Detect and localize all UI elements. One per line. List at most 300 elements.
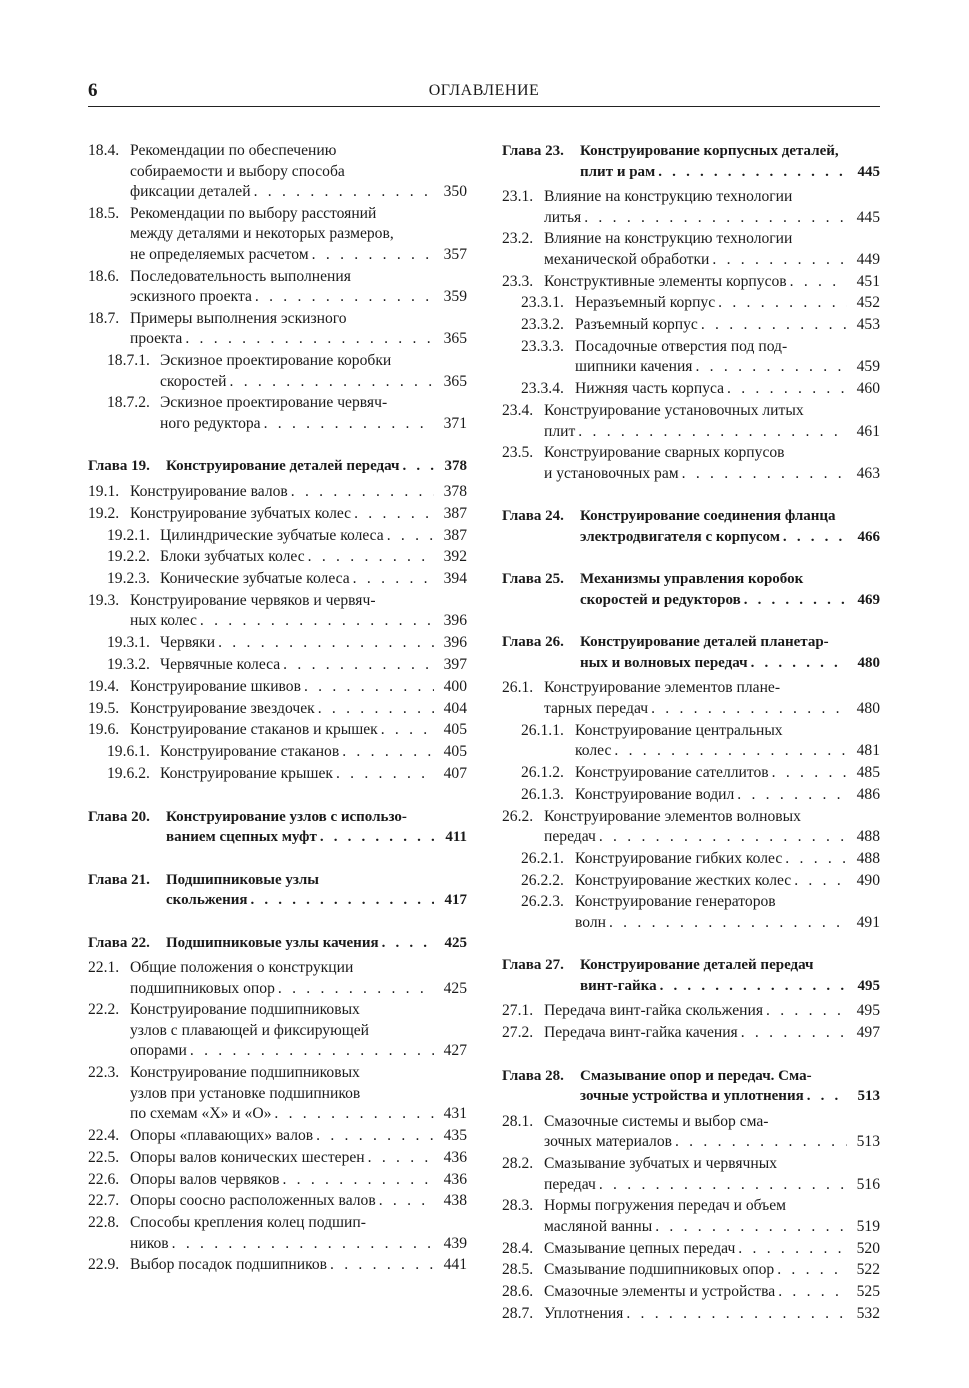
toc-page-number: 453 [856,316,880,334]
toc-entry[interactable] [502,187,880,228]
toc-number: 28.5. [502,1261,534,1279]
toc-entry[interactable] [88,655,467,676]
toc-title: Смазывание подшипниковых опор [544,1261,775,1279]
toc-title: Конструирование деталей передач [580,957,814,974]
toc-page-number: 378 [443,482,467,500]
toc-entry[interactable] [88,764,467,785]
toc-title: Смазочные элементы и устройства [544,1283,776,1301]
toc-title: проекта [130,330,183,348]
toc-entry[interactable] [502,892,880,933]
toc-number: 26.2.3. [521,893,564,911]
toc-entry[interactable] [88,633,467,654]
toc-page-number: 488 [856,849,880,867]
toc-title: волн [575,913,606,931]
toc-title: Влияние на конструкцию технологии [544,230,793,248]
toc-entry[interactable] [502,871,880,892]
toc-number: 22.1. [88,959,120,977]
toc-number: 26.1.3. [521,785,564,803]
toc-page-number: 435 [443,1126,467,1144]
toc-line [88,1191,467,1212]
dot-leader [660,976,847,997]
toc-title: ных колес [130,612,197,630]
toc-entry[interactable] [88,526,467,547]
toc-number: 26.2.2. [521,871,564,889]
toc-entry[interactable] [88,677,467,698]
toc-entry[interactable] [502,1196,880,1237]
toc-line [88,655,467,676]
toc-page-number: 404 [443,699,467,717]
toc-chapter[interactable] [502,569,880,610]
toc-line [502,443,880,464]
toc-title: шипники качения [575,358,693,376]
toc-number: 19.2.3. [107,570,150,588]
toc-line [502,590,880,611]
toc-title: Конструирование крышек [160,765,333,783]
toc-entry[interactable] [502,1023,880,1044]
toc-chapter[interactable] [88,807,467,848]
toc-number: Глава 20. [88,808,150,825]
toc-line [502,506,880,527]
toc-entry[interactable] [88,1170,467,1191]
toc-title: механической обработки [544,250,710,268]
toc-page-number: 425 [443,979,467,997]
toc-page-number: 392 [443,548,467,566]
toc-title: Уплотнения [544,1305,624,1323]
toc-title: Разъемный корпус [575,316,698,334]
dot-leader [584,208,847,229]
toc-number: Глава 25. [502,571,564,588]
toc-line [502,807,880,828]
toc-line [88,1234,467,1255]
toc-line [502,1132,880,1153]
toc-number: 27.2. [502,1024,534,1042]
toc-entry[interactable] [88,1255,467,1276]
toc-title: тарных передач [544,699,649,717]
toc-line [88,329,467,350]
toc-number: 22.2. [88,1001,120,1019]
toc-title: не определяемых расчетом [130,245,309,263]
toc-line [88,1041,467,1062]
toc-page-number: 397 [443,656,467,674]
toc-line [502,141,880,162]
toc-number: 26.2.1. [521,849,564,867]
toc-entry[interactable] [88,141,467,203]
toc-page-number: 407 [443,765,467,783]
toc-line [88,933,467,954]
toc-entry[interactable] [88,267,467,308]
toc-entry[interactable] [88,742,467,763]
toc-number: 23.3.2. [521,316,564,334]
toc-page-number: 394 [443,570,467,588]
toc-number: 23.3.4. [521,380,564,398]
toc-page-number: 495 [856,1002,880,1020]
toc-title: подшипниковых опор [130,979,275,997]
toc-title: Механизмы управления коробок [580,571,804,588]
toc-line [502,1196,880,1217]
toc-line [88,1213,467,1234]
toc-title: винт-гайка [580,977,657,994]
toc-line [502,632,880,653]
toc-page-number: 439 [443,1234,467,1252]
toc-page-number: 495 [857,977,880,994]
toc-number: 23.3. [502,272,534,290]
toc-page-number: 400 [443,677,467,695]
toc-title: Подшипниковые узлы [166,871,320,888]
toc-title: колес [575,742,612,760]
toc-entry[interactable] [88,1191,467,1212]
toc-entry[interactable] [502,678,880,719]
dot-leader [599,1175,847,1196]
toc-entry[interactable] [88,351,467,392]
toc-title: Конструирование элементов плане- [544,679,781,697]
dot-leader [682,464,847,485]
dot-leader [190,1041,434,1062]
toc-line [502,699,880,720]
page-header [88,80,880,106]
toc-page-number: 445 [857,163,880,180]
toc-page-number: 522 [856,1261,880,1279]
toc-number: 19.2. [88,504,120,522]
toc-title: Опоры валов конических шестерен [130,1148,365,1166]
toc-line [88,245,467,266]
toc-title: Опоры «плавающих» валов [130,1126,314,1144]
toc-line [88,764,467,785]
toc-number: 22.5. [88,1148,120,1166]
toc-right-column [502,141,880,1326]
toc-entry[interactable] [88,720,467,741]
toc-line [502,721,880,742]
toc-title: Конструирование звездочек [130,699,315,717]
toc-entry[interactable] [88,1213,467,1254]
toc-entry[interactable] [502,293,880,314]
toc-entry[interactable] [88,504,467,525]
toc-entry[interactable] [502,379,880,400]
toc-entry[interactable] [88,958,467,999]
toc-entry[interactable] [502,337,880,378]
toc-title: Опоры соосно расположенных валов [130,1192,376,1210]
dot-leader [254,182,434,203]
dot-leader [718,293,847,314]
toc-page-number: 449 [856,250,880,268]
toc-page-number: 411 [445,829,467,846]
toc-title: Примеры выполнения эскизного [130,309,347,327]
toc-entry[interactable] [502,1304,880,1325]
toc-title: Подшипниковые узлы качения [166,934,379,951]
toc-page-number: 469 [857,591,880,608]
toc-entry[interactable] [502,315,880,336]
toc-title: и установочных рам [544,464,679,482]
toc-line [502,464,880,485]
toc-title: Конструирование корпусных деталей, [580,143,839,159]
toc-line [502,422,880,443]
toc-number: 23.3.1. [521,294,564,312]
dot-leader [304,677,434,698]
dot-leader [291,482,434,503]
toc-title: ного редуктора [160,414,261,432]
toc-title: ных и волновых передач [580,654,748,671]
toc-title: Конструирование водил [575,785,735,803]
toc-title: Эскизное проектирование червяч- [160,394,388,412]
toc-title: Смазывание цепных передач [544,1239,736,1257]
toc-title: Конструирование центральных [575,721,783,739]
toc-page-number: 466 [857,528,880,545]
toc-number: Глава 26. [502,634,564,651]
dot-leader [655,1217,847,1238]
toc-page-number: 452 [856,294,880,312]
toc-chapter[interactable] [88,870,467,911]
toc-number: 28.7. [502,1305,534,1323]
toc-chapter[interactable] [502,141,880,182]
toc-number: 26.1.1. [521,721,564,739]
dot-leader [320,827,434,848]
toc-title: Нормы погружения передач и объем [544,1197,787,1215]
toc-line [88,1170,467,1191]
toc-entry[interactable] [502,272,880,293]
toc-line [88,720,467,741]
toc-entry[interactable] [502,443,880,484]
toc-page-number: 396 [443,612,467,630]
toc-title: между деталями и некоторых размеров, [130,225,394,243]
dot-leader [626,1304,847,1325]
toc-entry[interactable] [502,1239,880,1260]
dot-leader [783,527,847,548]
toc-title: масляной ванны [544,1217,653,1235]
toc-title: Цилиндрические зубчатые колеса [160,526,384,544]
toc-line [88,547,467,568]
dot-leader [675,1132,847,1153]
toc-entry[interactable] [88,1126,467,1147]
dot-leader [741,1023,847,1044]
toc-entry[interactable] [502,721,880,762]
toc-title: Рекомендации по выбору расстояний [130,204,377,222]
dot-leader [777,1260,847,1281]
toc-line [502,763,880,784]
toc-page-number: 520 [856,1239,880,1257]
toc-number: 28.2. [502,1155,534,1173]
toc-line [502,1239,880,1260]
toc-title: Конструктивные элементы корпусов [544,272,787,290]
toc-title: Конструирование стаканов [160,743,340,761]
toc-line [502,379,880,400]
toc-line [502,272,880,293]
toc-entry[interactable] [88,309,467,350]
toc-entry[interactable] [502,401,880,442]
dot-leader [778,1282,847,1303]
toc-entry[interactable] [502,1001,880,1022]
toc-entry[interactable] [88,699,467,720]
toc-title: по схемам «Х» и «О» [130,1105,272,1123]
dot-leader [651,699,847,720]
toc-entry[interactable] [502,229,880,270]
toc-line [502,1217,880,1238]
toc-title: Способы крепления колец подшип- [130,1214,366,1232]
toc-line [502,1282,880,1303]
toc-line [502,1066,880,1087]
toc-line [88,1021,467,1042]
toc-page-number: 532 [856,1305,880,1323]
toc-page-number: 497 [856,1024,880,1042]
toc-number: 19.5. [88,699,120,717]
dot-leader [738,1239,847,1260]
toc-chapter[interactable] [502,955,880,996]
dot-leader [251,890,435,911]
toc-title: Смазывание зубчатых и червячных [544,1155,778,1173]
dot-leader [382,933,434,954]
toc-chapter[interactable] [88,456,467,477]
toc-title: литья [544,208,582,226]
toc-line [88,699,467,720]
toc-entry[interactable] [502,1154,880,1195]
toc-entry[interactable] [88,1148,467,1169]
toc-title: Червячные колеса [160,656,281,674]
toc-number: 19.4. [88,677,120,695]
toc-entry[interactable] [502,1112,880,1153]
toc-title: Конструирование элементов волновых [544,807,801,825]
toc-entry[interactable] [88,569,467,590]
dot-leader [218,633,434,654]
toc-number: 22.7. [88,1192,120,1210]
toc-entry[interactable] [88,547,467,568]
toc-left-column [88,141,467,1277]
toc-entry[interactable] [88,482,467,503]
toc-line [502,208,880,229]
toc-title: Передача винт-гайка качения [544,1024,738,1042]
toc-line [502,527,880,548]
running-head: ОГЛАВЛЕНИЕ [428,82,540,99]
toc-line [88,456,467,477]
toc-title: скоростей [160,372,227,390]
toc-chapter[interactable] [502,506,880,547]
toc-page-number: 371 [443,414,467,432]
toc-number: Глава 27. [502,957,564,974]
toc-title: скольжения [166,892,248,909]
toc-title: узлов с плавающей и фиксирующей [130,1021,370,1039]
toc-number: 19.6. [88,721,120,739]
toc-page-number: 480 [857,654,880,671]
toc-number: 26.1. [502,679,534,697]
toc-page-number: 350 [443,183,467,200]
toc-page-number: 431 [443,1105,467,1123]
dot-leader [264,414,434,435]
dot-leader [336,764,434,785]
toc-line [88,870,467,891]
toc-page-number: 387 [443,504,467,522]
toc-title: скоростей и редукторов [580,591,741,608]
toc-line [502,315,880,336]
toc-page-number: 485 [856,763,880,781]
toc-line [502,1304,880,1325]
dot-leader [578,422,847,443]
dot-leader [727,379,847,400]
page-number: 6 [88,80,98,101]
toc-entry[interactable] [502,849,880,870]
toc-page-number: 525 [856,1283,880,1301]
toc-number: 28.4. [502,1239,534,1257]
toc-chapter[interactable] [88,933,467,954]
toc-line [88,267,467,288]
toc-page-number: 357 [443,245,467,263]
toc-title: Конструирование червяков и червяч- [130,591,376,609]
toc-number: 22.9. [88,1256,120,1274]
toc-title: Конструирование соединения фланца [580,508,836,525]
toc-entry[interactable] [88,591,467,632]
toc-line [88,979,467,1000]
header-rule [88,106,880,107]
toc-line [502,976,880,997]
toc-page-number: 519 [856,1217,880,1235]
toc-number: 22.4. [88,1126,120,1144]
toc-number: 26.2. [502,807,534,825]
toc-page-number: 513 [857,1088,880,1105]
toc-entry[interactable] [502,763,880,784]
toc-number: Глава 19. [88,458,150,475]
toc-line [88,414,467,435]
toc-entry[interactable] [502,1260,880,1281]
toc-line [502,337,880,358]
dot-leader [354,504,434,525]
toc-title: узлов при установке подшипников [130,1084,361,1102]
toc-number: 26.1.2. [521,763,564,781]
toc-page-number: 445 [856,208,880,226]
toc-title: Последовательность выполнения [130,267,351,285]
toc-line [88,742,467,763]
toc-line [88,204,467,225]
dot-leader [751,653,847,674]
toc-line [502,229,880,250]
toc-title: Конструирование гибких колес [575,849,783,867]
toc-title: Опоры валов червяков [130,1170,280,1188]
toc-number: 22.3. [88,1064,120,1082]
toc-line [88,611,467,632]
toc-entry[interactable] [88,393,467,434]
dot-leader [255,287,434,308]
toc-line [502,1023,880,1044]
toc-page-number: 451 [856,272,880,290]
toc-title: Конструирование подшипниковых [130,1064,360,1082]
toc-line [88,526,467,547]
toc-entry[interactable] [502,785,880,806]
toc-line [502,187,880,208]
toc-entry[interactable] [88,1000,467,1062]
toc-title: Влияние на конструкцию технологии [544,188,793,205]
toc-number: 23.1. [502,188,534,205]
toc-chapter[interactable] [502,632,880,673]
toc-entry[interactable] [502,807,880,848]
toc-page-number: 396 [443,634,467,652]
toc-title: собираемости и выбору способа [130,162,345,180]
dot-leader [379,1191,434,1212]
toc-line [88,677,467,698]
dot-leader [312,245,434,266]
toc-title: Конструирование сварных корпусов [544,444,785,462]
toc-chapter[interactable] [502,1066,880,1107]
toc-entry[interactable] [88,204,467,266]
dot-leader [807,1086,847,1107]
toc-line [502,357,880,378]
toc-title: Рекомендации по обеспечению [130,142,337,159]
dot-leader [695,357,847,378]
toc-title: ванием сцепных муфт [166,829,317,846]
toc-number: Глава 24. [502,508,564,525]
dot-leader [712,250,847,271]
toc-title: Червяки [160,634,216,652]
toc-entry[interactable] [88,1063,467,1125]
toc-line [502,871,880,892]
toc-entry[interactable] [502,1282,880,1303]
toc-number: 22.8. [88,1214,120,1232]
toc-line [502,785,880,806]
toc-number: Глава 21. [88,871,150,888]
